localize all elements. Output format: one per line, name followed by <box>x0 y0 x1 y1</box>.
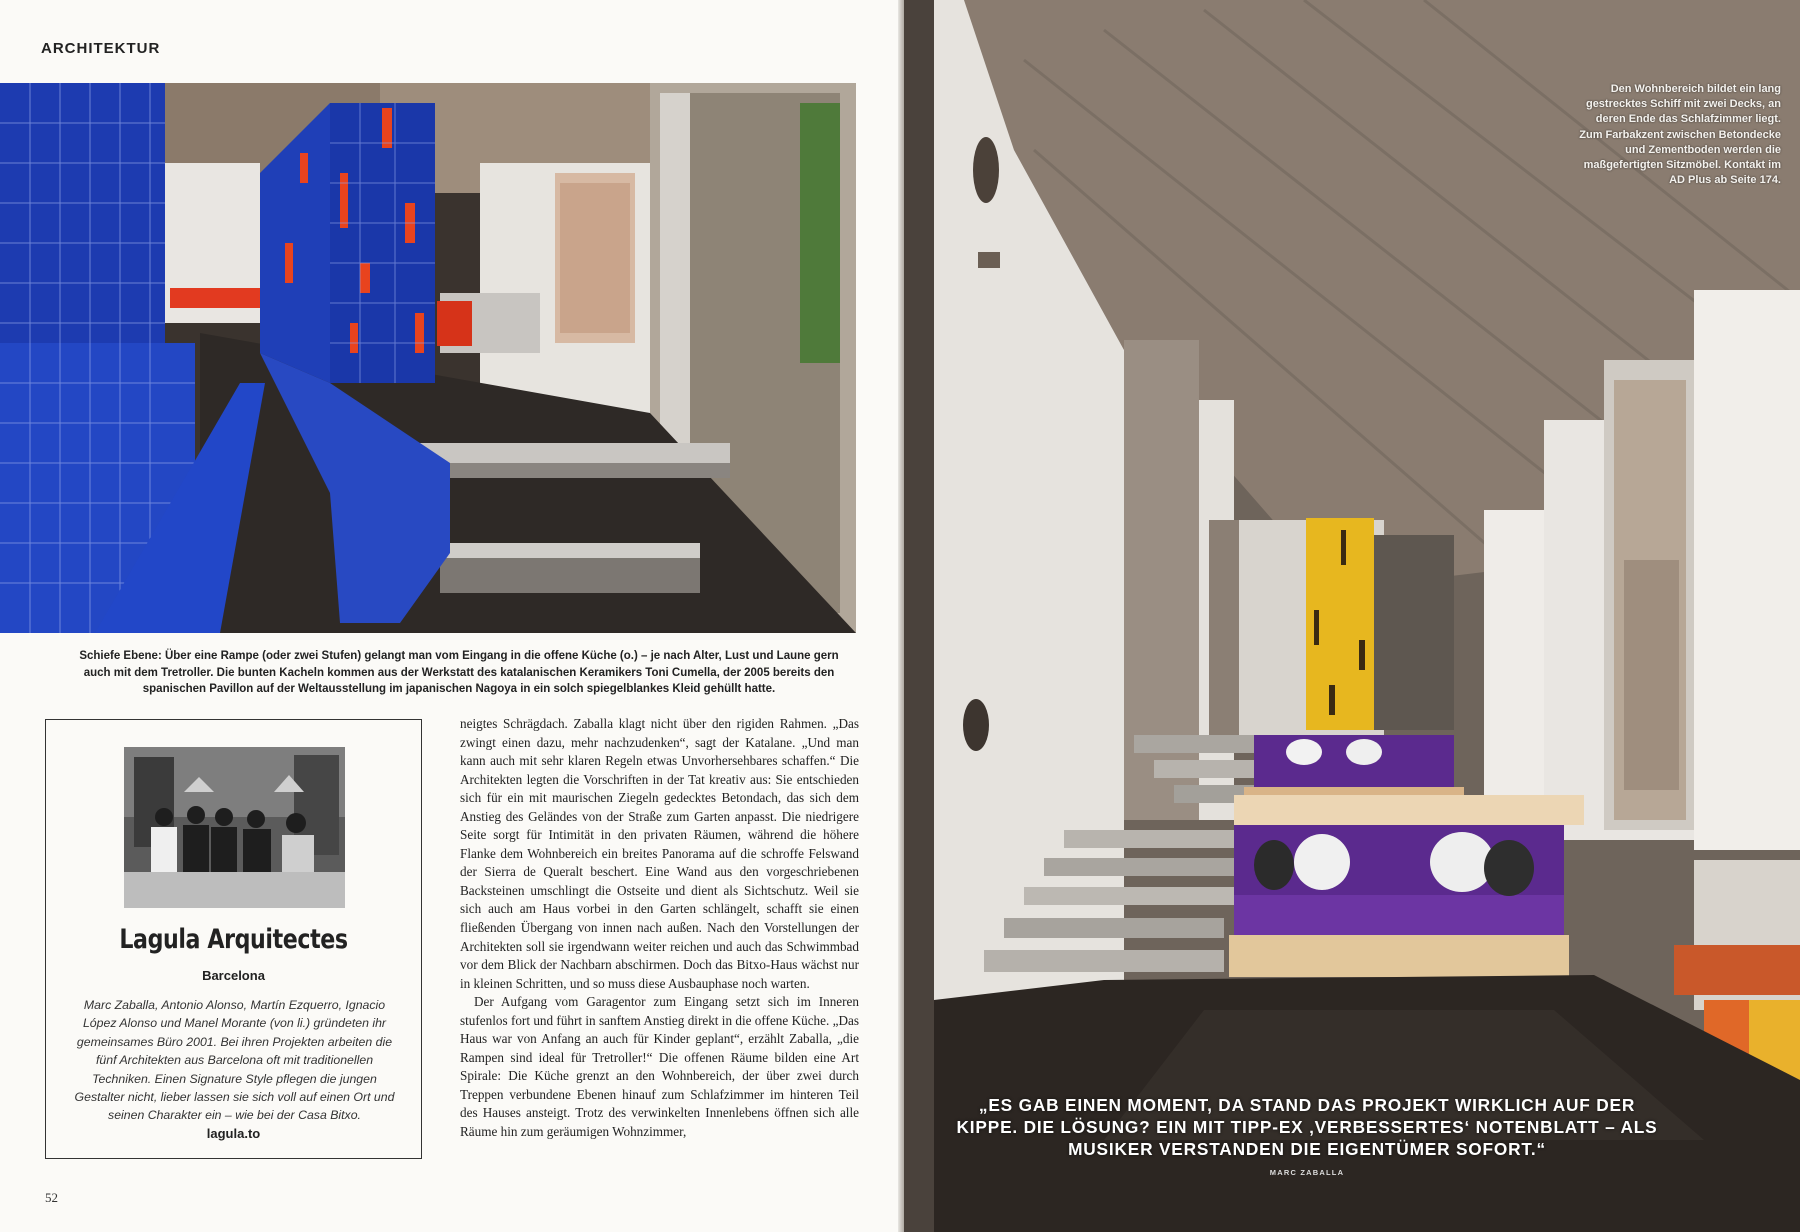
firm-website-link[interactable]: lagula.to <box>206 1126 261 1141</box>
article-body <box>460 715 859 1142</box>
section-label: ARCHITEKTUR <box>41 40 161 57</box>
page-number: 52 <box>45 1190 58 1205</box>
firm-city: Barcelona <box>202 968 265 983</box>
team-photo <box>124 747 345 908</box>
sidebar-caption: Den Wohnbereich bildet ein lang gestrecktes Schiff mit zwei Decks, an deren Ende das Schlafzimmer liegt. Zum Farbakzent zwischen Betondecke und Zementboden werden die maßgefertigten Sitzmöbel. Kontakt im AD Plus ab Seite 174. <box>1579 83 1781 187</box>
quote-author: MARC ZABALLA <box>1269 1168 1345 1177</box>
caption-lead: Schiefe Ebene: <box>79 650 162 662</box>
firm-name: Lagula Arquitectes <box>119 924 348 955</box>
photo-caption <box>68 648 850 698</box>
body-paragraph: Der Aufgang vom Garagentor zum Eingang setzt sich im Inneren stufenlos fort und führt in sanftem Anstieg direkt in die offene Küche. „Das Haus war von Anfang an auch für Kinder geplant“, erzählt Zaballa, „die Rampen sind ideal für Tretroller!“ Die offenen Räume bilden eine Art Spirale: Die Küche grenzt an den Wohnbereich, der über zwei durch Treppen verbundene Ebenen hinauf zum Schlafzimmer im hinteren Teil des Hauses ansteigt. Trotz des verwinkelten Innenlebens öffnen sich alle Räume hin zum geräumigen Wohnzimmer, <box>460 994 859 1140</box>
pull-quote: „ES GAB EINEN MOMENT, DA STAND DAS PROJEKT WIRKLICH AUF DER KIPPE. DIE LÖSUNG? EIN MIT TIPP-EX ‚VERBESSERTES‘ NOTENBLATT – ALS MUSIKER VERSTANDEN DIE EIGENTÜMER SOFORT.“ <box>956 1095 1658 1159</box>
architect-profile-box <box>45 719 422 1159</box>
firm-description: Marc Zaballa, Antonio Alonso, Martín Ezquerro, Ignacio López Alonso und Manel Morante (von li.) gründeten ihr gemeinsames Büro 2001. Bei ihren Projekten arbeiten die fünf Architekten aus Barcelona oft mit traditionellen Techniken. Einen Signature Style pflegen die jungen Gestalter nicht, lieber lassen sie sich voll auf einen Ort und seinen Charakter ein – wie bei der Casa Bitxo. <box>74 998 395 1123</box>
caption-body: Über eine Rampe (oder zwei Stufen) gelangt man vom Eingang in die offene Küche (o.) – je nach Alter, Lust und Laune gern auch mit dem Tretroller. Die bunten Kacheln kommen aus der Werkstatt des katalanischen Keramikers Toni Cumella, der 2005 bereits den spanischen Pavillon auf der Weltausstellung im japanischen Nagoya in ein solch spiegelblankes Kleid gehüllt hatte. <box>83 650 839 695</box>
body-paragraph: neigtes Schrägdach. Zaballa klagt nicht über den rigiden Rahmen. „Das zwingt einen dazu, mehr nachzudenken“, sagt der Katalane. „Und man kann auch mit sehr klaren Regeln etwas Unvorhersehbares schaffen.“ Die Architekten legten die Vorschriften in der Tat kreativ aus: Sie entschieden sich für ein mit maurischen Ziegeln gedecktes Betondach, das sich dem Anstieg des Geländes von der Straße zum Garten anpasst. Die niedrigere Seite sorgt für Intimität in den privaten Räumen, während die höhere Flanke dem Wohnbereich ein breites Panorama auf die schroffe Felswand der Sierra de Queralt beschert. Eine Wand aus den vorgeschriebenen Backsteinen umschlingt die Ostseite und dient als Sichtschutz. Weil sie sich auch am Haus vorbei in den Garten schlängelt, schafft sie einen fließenden Übergang von innen nach außen. Nach den Vorstellungen der Architekten soll sie irgendwann weiter reichen und auch das Schwimmbad vor dem Blick der Nachbarn abschirmen. Doch das Bitxo-Haus wächst nur in kleinen Schritten, und so muss diese Ausbauphase noch warten. <box>460 716 859 991</box>
right-page <box>904 0 1800 1232</box>
kitchen-ramp-photo <box>0 83 856 633</box>
